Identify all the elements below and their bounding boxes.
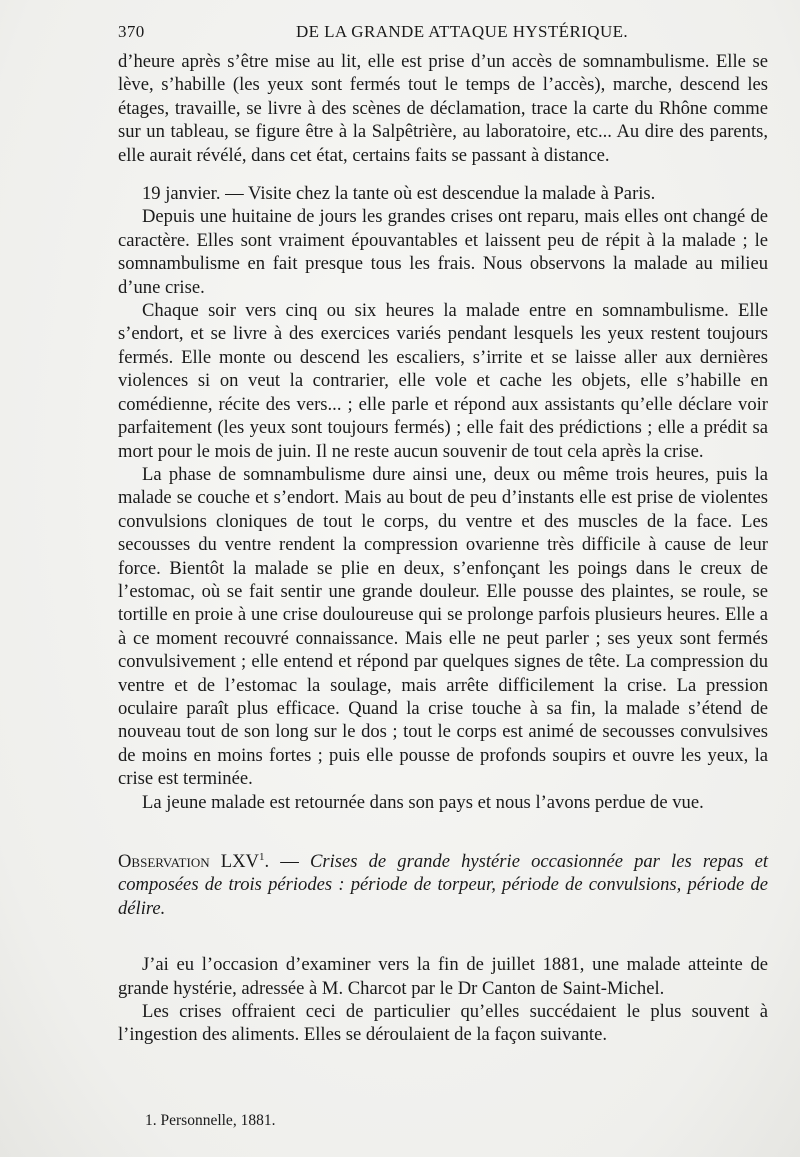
paragraph-continued: d’heure après s’être mise au lit, elle est prise d’un accès de somnambulisme. Elle se lève, s’habille (les yeux sont fermés tout le temps de l’accès), marche, descend les étages, travaille, se livre à des scènes de déclamation, trace la carte du Rhône comme sur un tableau, se figure être à la Salpêtrière, au laboratoire, etc... Au dire des parents, elle aurait révélé, dans cet état, certains faits se passant à distance. — [118, 51, 768, 166]
observation-title: Crises de grande hystérie occasionnée par les repas et composées de trois périodes : période de torpeur, période de convulsions, période de délire. — [118, 851, 769, 919]
paragraph: Les crises offraient ceci de particulier qu’elles succédaient le plus souvent à l’ingestion des aliments. Elles se déroulaient de la façon suivante. — [118, 1001, 768, 1046]
observation-label: Observation LXV — [118, 851, 259, 872]
footnote: 1. Personnelle, 1881. — [145, 1112, 276, 1129]
paragraph: La phase de somnambulisme dure ainsi une, deux ou même trois heures, puis la malade se couche et s’endort. Mais au bout de peu d’instants elle est prise de violentes convulsions cloniques de tout le corps, du ventre et des muscles de la face. Les secousses du ventre rendent la compression ovarienne très difficile à cause de leur force. Bientôt la malade se plie en deux, s’enfonçant les poings dans le creux de l’estomac, où se fait sentir une grande douleur. Elle pousse des plaintes, se roule, se tortille en proie à une crise douloureuse qui se prolonge parfois plusieurs heures. Elle a à ce moment recouvré connaissance. Mais elle ne peut parler ; ses yeux sont fermés convulsivement ; elle entend et répond par quelques signes de tête. La compression du ventre et de l’estomac la soulage, mais arrête difficilement la crise. La pression oculaire paraît plus efficace. Quand la crise touche à sa fin, la malade s’étend de nouveau tout de son long sur le dos ; tout le corps est animé de secousses convulsives de moins en moins fortes ; puis elle pousse de profonds soupirs et ouvre les yeux, la crise est terminée. — [118, 463, 768, 790]
paragraph: Depuis une huitaine de jours les grandes crises ont reparu, mais elles ont changé de caractère. Elles sont vraiment épouvantables et laissent peu de répit à la malade ; le somnambulisme en fait presque tous les frais. Nous observons la malade au milieu d’une crise. — [118, 206, 768, 298]
paragraph: Chaque soir vers cinq ou six heures la malade entre en somnambulisme. Elle s’endort, et se livre à des exercices variés pendant lesquels les yeux restent toujours fermés. Elle monte ou descend les escaliers, s’irrite et se laisse aller aux dernières violences si on veut la contrarier, elle vole et cache les objets, elle s’habille en comédienne, récite des vers... ; elle parle et répond aux assistants qu’elle déclare voir parfaitement (les yeux sont toujours fermés) ; elle fait des prédictions ; elle a prédit sa mort pour le mois de juin. Il ne reste aucun souvenir de tout cela après la crise. — [118, 300, 768, 462]
running-head: DE LA GRANDE ATTAQUE HYSTÉRIQUE. — [296, 22, 629, 41]
paragraph: La jeune malade est retournée dans son pays et nous l’avons perdue de vue. — [142, 791, 704, 813]
observation-heading — [118, 850, 768, 920]
page-number: 370 — [118, 22, 145, 41]
body-text — [118, 50, 768, 1047]
paragraph: J’ai eu l’occasion d’examiner vers la fin de juillet 1881, une malade atteinte de grande hystérie, adressée à M. Charcot par le Dr Canton de Saint-Michel. — [118, 954, 768, 999]
footnote-marker: 1 — [258, 850, 265, 863]
page-header — [118, 22, 778, 46]
paragraph-date-entry: 19 janvier. — Visite chez la tante où est descendue la malade à Paris. — [142, 183, 656, 205]
observation-separator: . — — [264, 851, 310, 872]
